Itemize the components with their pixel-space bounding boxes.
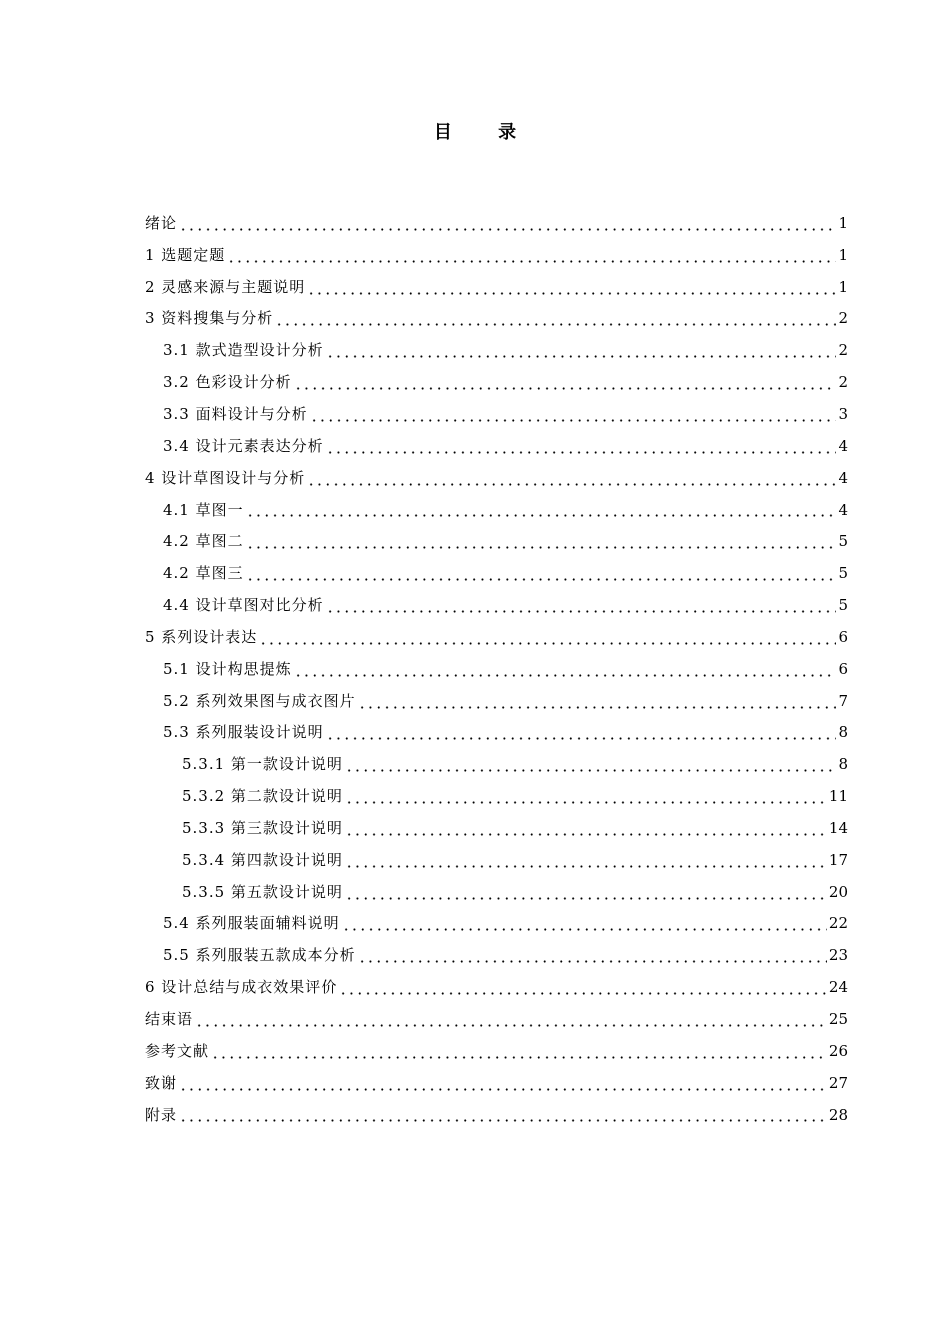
- toc-entry-label: 5.2 系列效果图与成衣图片: [163, 691, 356, 710]
- toc-entry-page: 6: [838, 627, 848, 646]
- toc-entry-page: 3: [838, 404, 848, 423]
- toc-entry-page: 5: [838, 532, 848, 551]
- toc-entry-page: 6: [838, 659, 848, 678]
- toc-entry-page: 1: [838, 277, 848, 296]
- toc-entry[interactable]: [145, 717, 848, 749]
- toc-entry-page: 2: [838, 373, 848, 392]
- dot-leader: [345, 801, 827, 804]
- toc-entry-label: 5.3.2 第二款设计说明: [182, 787, 343, 806]
- dot-leader: [326, 737, 836, 740]
- dot-leader: [342, 928, 827, 931]
- dot-leader: [179, 228, 836, 231]
- toc-entry[interactable]: [145, 939, 848, 971]
- dot-leader: [195, 1024, 827, 1027]
- toc-entry-label: 3.4 设计元素表达分析: [163, 436, 324, 455]
- dot-leader: [294, 387, 836, 390]
- toc-entry[interactable]: [145, 366, 848, 398]
- toc-entry[interactable]: [145, 334, 848, 366]
- dot-leader: [294, 674, 836, 677]
- toc-entry-label: 参考文献: [145, 1041, 210, 1060]
- toc-entry-label: 4.1 草图一: [163, 500, 244, 519]
- toc-entry[interactable]: [145, 1067, 848, 1099]
- toc-entry[interactable]: [145, 621, 848, 653]
- toc-entry-page: 17: [828, 850, 848, 869]
- toc-entry-label: 4.2 草图三: [163, 564, 244, 583]
- toc-entry-page: 2: [838, 309, 848, 328]
- toc-entry-label: 结束语: [145, 1010, 194, 1029]
- toc-entry-label: 5.5 系列服装五款成本分析: [163, 946, 356, 965]
- dot-leader: [227, 260, 836, 263]
- toc-entry-label: 4.2 草图二: [163, 532, 244, 551]
- toc-entry-page: 8: [838, 755, 848, 774]
- toc-entry[interactable]: [145, 430, 848, 462]
- dot-leader: [246, 514, 836, 517]
- toc-entry[interactable]: [145, 271, 848, 303]
- toc-entry-page: 23: [828, 946, 848, 965]
- toc-entry[interactable]: [145, 303, 848, 335]
- toc-entry-page: 25: [828, 1010, 848, 1029]
- toc-entry-page: 22: [828, 914, 848, 933]
- toc-entry-label: 5 系列设计表达: [145, 627, 258, 646]
- toc-entry-page: 20: [828, 882, 848, 901]
- toc-entry[interactable]: [145, 1003, 848, 1035]
- toc-entry[interactable]: [145, 876, 848, 908]
- toc-entry-page: 27: [828, 1073, 848, 1092]
- dot-leader: [179, 1088, 827, 1091]
- toc-entry-label: 3 资料搜集与分析: [145, 309, 274, 328]
- toc-entry-label: 5.3.1 第一款设计说明: [182, 755, 343, 774]
- toc-entry-label: 绪论: [145, 213, 178, 232]
- toc-entry[interactable]: [145, 557, 848, 589]
- toc-entry-page: 4: [838, 436, 848, 455]
- toc-entry[interactable]: [145, 685, 848, 717]
- toc-entry[interactable]: [145, 748, 848, 780]
- toc-entry-label: 5.1 设计构思提炼: [163, 659, 292, 678]
- toc-entry-label: 5.3.3 第三款设计说明: [182, 818, 343, 837]
- toc-entry[interactable]: [145, 780, 848, 812]
- dot-leader: [326, 355, 836, 358]
- toc-entry-label: 3.2 色彩设计分析: [163, 373, 292, 392]
- dot-leader: [345, 897, 827, 900]
- dot-leader: [345, 833, 827, 836]
- toc-entry-page: 4: [838, 468, 848, 487]
- toc-entry-label: 4.4 设计草图对比分析: [163, 596, 324, 615]
- dot-leader: [307, 483, 836, 486]
- dot-leader: [211, 1056, 827, 1059]
- toc-entry[interactable]: [145, 653, 848, 685]
- dot-leader: [275, 323, 836, 326]
- toc-entry[interactable]: [145, 239, 848, 271]
- toc-entry-page: 8: [838, 723, 848, 742]
- toc-entry-label: 2 灵感来源与主题说明: [145, 277, 306, 296]
- toc-entry-label: 5.3.5 第五款设计说明: [182, 882, 343, 901]
- dot-leader: [326, 610, 836, 613]
- toc-entry-label: 附录: [145, 1105, 178, 1124]
- toc-entry-page: 26: [828, 1041, 848, 1060]
- toc-entry-label: 5.3.4 第四款设计说明: [182, 850, 343, 869]
- dot-leader: [246, 578, 836, 581]
- toc-entry[interactable]: [145, 908, 848, 940]
- toc-entry-page: 5: [838, 564, 848, 583]
- dot-leader: [358, 960, 827, 963]
- dot-leader: [246, 546, 836, 549]
- toc-entry-page: 5: [838, 596, 848, 615]
- toc-entry-label: 4 设计草图设计与分析: [145, 468, 306, 487]
- toc-entry[interactable]: [145, 589, 848, 621]
- dot-leader: [310, 419, 836, 422]
- toc-entry-page: 1: [838, 213, 848, 232]
- toc-entry-page: 14: [828, 818, 848, 837]
- page-title: 目 录: [433, 122, 537, 143]
- toc-entry-label: 1 选题定题: [145, 245, 226, 264]
- toc-entry[interactable]: [145, 525, 848, 557]
- dot-leader: [345, 865, 827, 868]
- dot-leader: [326, 451, 836, 454]
- toc-entry-page: 24: [828, 978, 848, 997]
- toc-entry-page: 4: [838, 500, 848, 519]
- toc-entry-label: 3.1 款式造型设计分析: [163, 341, 324, 360]
- toc-entry-page: 11: [828, 787, 848, 806]
- toc-entry-label: 5.4 系列服装面辅料说明: [163, 914, 340, 933]
- toc-entry[interactable]: [145, 398, 848, 430]
- toc-entry-label: 3.3 面料设计与分析: [163, 404, 308, 423]
- toc-entry[interactable]: [145, 1099, 848, 1131]
- toc-entry-label: 致谢: [145, 1073, 178, 1092]
- toc-entry[interactable]: [145, 971, 848, 1003]
- toc-entry[interactable]: [145, 844, 848, 876]
- toc-entry-page: 7: [838, 691, 848, 710]
- dot-leader: [339, 992, 827, 995]
- dot-leader: [345, 769, 836, 772]
- table-of-contents: [145, 207, 848, 1130]
- toc-entry-label: 6 设计总结与成衣效果评价: [145, 978, 338, 997]
- dot-leader: [179, 1119, 827, 1122]
- dot-leader: [307, 292, 836, 295]
- dot-leader: [358, 706, 836, 709]
- toc-entry[interactable]: [145, 1035, 848, 1067]
- toc-entry-page: 2: [838, 341, 848, 360]
- toc-entry[interactable]: [145, 812, 848, 844]
- dot-leader: [259, 642, 836, 645]
- toc-entry-page: 28: [828, 1105, 848, 1124]
- toc-entry-page: 1: [838, 245, 848, 264]
- toc-entry[interactable]: [145, 494, 848, 526]
- toc-entry[interactable]: [145, 462, 848, 494]
- toc-entry-label: 5.3 系列服装设计说明: [163, 723, 324, 742]
- toc-entry[interactable]: [145, 207, 848, 239]
